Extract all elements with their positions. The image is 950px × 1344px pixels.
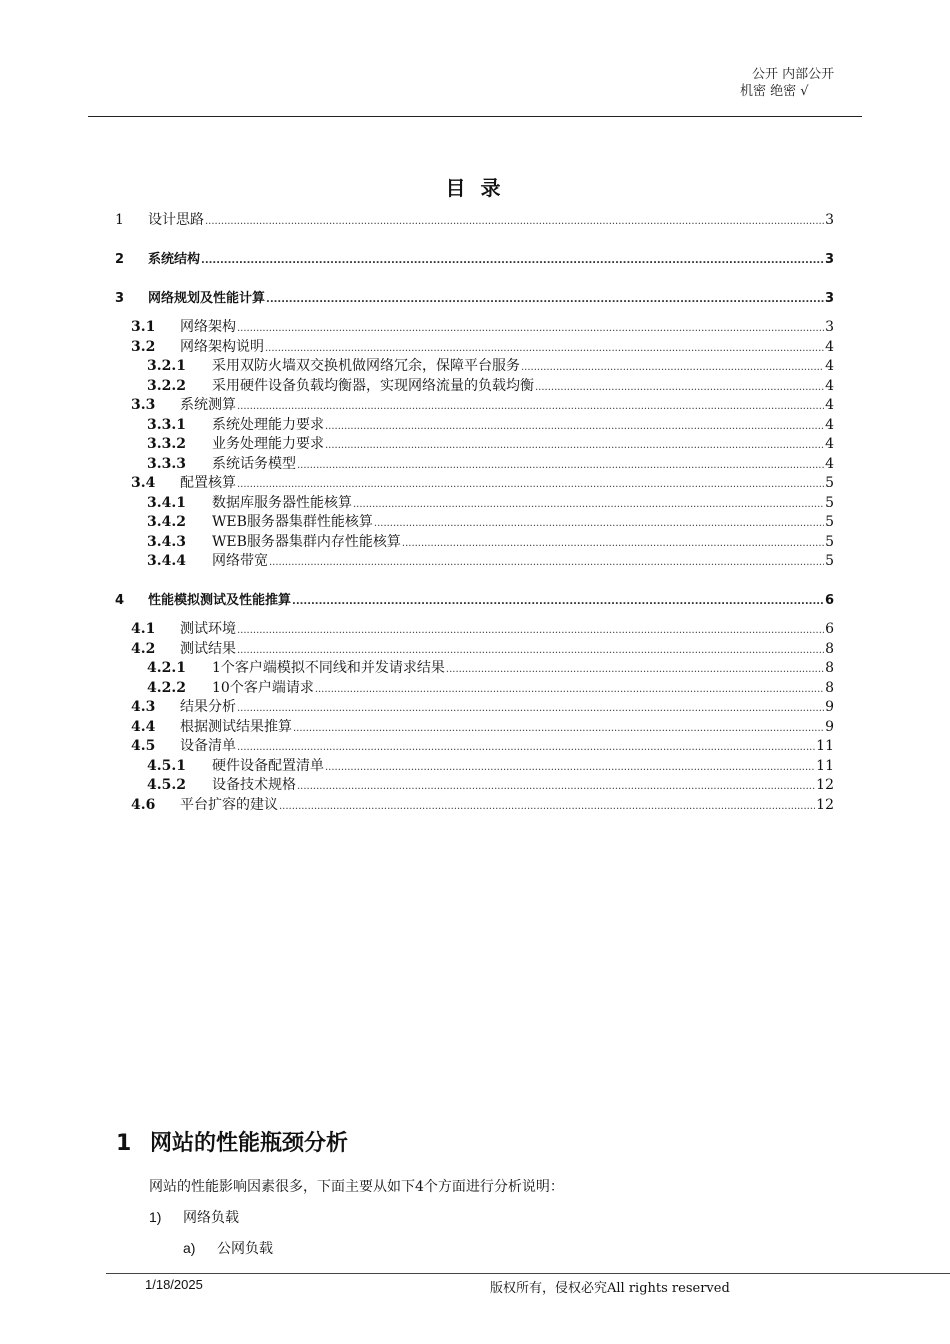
toc-entry-number: 3.3.3 [147, 455, 186, 472]
toc-leader-dots [237, 737, 815, 757]
toc-entry-number: 3.4.3 [147, 533, 186, 550]
toc-leader-dots [315, 679, 824, 699]
toc-entry[interactable] [0, 552, 950, 571]
toc-entry-page: 11 [816, 757, 834, 774]
toc-entry-label: WEB服务器集群性能核算 [212, 514, 373, 530]
toc-entry-page: 4 [825, 397, 834, 413]
toc-entry[interactable] [0, 718, 950, 737]
toc-entry-page: 8 [825, 660, 834, 676]
toc-entry-line [212, 776, 834, 796]
toc-entry-page: 12 [816, 777, 834, 793]
toc-entry-page: 4 [825, 436, 834, 452]
toc-entry[interactable] [0, 533, 950, 552]
sub-list-item [183, 1238, 273, 1258]
toc-entry-number: 4.3 [131, 699, 156, 715]
toc-entry[interactable] [0, 416, 950, 435]
toc-entry-page: 5 [825, 533, 834, 550]
toc-entry[interactable] [0, 620, 950, 639]
toc-entry-page: 4 [825, 358, 834, 374]
toc-entry-line [180, 338, 834, 358]
toc-entry-line [148, 591, 834, 611]
toc-entry-label: 系统结构 [148, 252, 201, 267]
toc-entry-number: 3.4.1 [147, 494, 186, 511]
toc-entry[interactable] [0, 474, 950, 493]
toc-leader-dots [325, 416, 824, 436]
toc-entry[interactable] [0, 289, 950, 308]
toc-entry[interactable] [0, 318, 950, 337]
footer-divider [106, 1273, 950, 1274]
toc-entry-line [180, 640, 834, 660]
toc-entry-label: 系统处理能力要求 [212, 416, 324, 433]
list-item-text: 网络负载 [183, 1210, 239, 1226]
classification-line-2: 机密 绝密 √ [740, 84, 809, 99]
toc-entry-label: 系统测算 [180, 397, 236, 413]
toc-leader-dots [535, 377, 824, 397]
footer-copyright: 版权所有，侵权必究All rights reserved [490, 1281, 730, 1296]
toc-entry[interactable] [0, 377, 950, 396]
toc-entry-number: 4 [115, 593, 125, 608]
toc-entry-page: 4 [825, 416, 834, 433]
toc-entry-line [212, 513, 834, 533]
toc-leader-dots [521, 357, 824, 377]
toc-leader-dots [353, 494, 824, 514]
toc-entry[interactable] [0, 357, 950, 376]
toc-leader-dots [205, 211, 824, 231]
toc-entry-number: 3.3 [131, 397, 156, 413]
toc-leader-dots [293, 718, 824, 738]
toc-entry-number: 2 [115, 252, 125, 267]
toc-entry-page: 8 [825, 679, 834, 696]
toc-entry-line [148, 289, 834, 309]
toc-entry-label: 设备清单 [180, 738, 236, 754]
toc-leader-dots [266, 289, 824, 309]
toc-entry-page: 3 [825, 212, 834, 228]
toc-entry-number: 4.6 [131, 796, 156, 813]
toc-leader-dots [297, 455, 824, 475]
toc-entry-line [180, 318, 834, 338]
toc-entry-label: 网络规划及性能计算 [148, 291, 266, 306]
toc-entry-line [148, 250, 834, 270]
toc-entry-label: 采用硬件设备负载均衡器，实现网络流量的负载均衡 [212, 377, 534, 394]
toc-entry-number: 3.3.2 [147, 436, 186, 452]
toc-entry-page: 9 [825, 699, 834, 715]
toc-entry-label: 配置核算 [180, 475, 236, 491]
list-marker: 1) [149, 1209, 162, 1225]
toc-entry-number: 4.5 [131, 738, 156, 754]
toc-entry-line [180, 396, 834, 416]
toc-entry[interactable] [0, 211, 950, 230]
toc-entry-line [180, 718, 834, 738]
section-heading [116, 1126, 348, 1157]
toc-leader-dots [237, 698, 824, 718]
toc-entry-number: 3.3.1 [147, 416, 186, 433]
toc-entry-line [212, 679, 834, 699]
toc-entry[interactable] [0, 591, 950, 610]
toc-leader-dots [325, 757, 815, 777]
toc-leader-dots [237, 620, 824, 640]
toc-entry[interactable] [0, 396, 950, 415]
toc-entry-line [212, 416, 834, 436]
toc-entry-line [212, 435, 834, 455]
toc-entry-number: 4.5.2 [147, 777, 186, 793]
toc-entry-number: 3 [115, 291, 125, 306]
toc-entry-line [212, 357, 834, 377]
toc-entry-label: 测试结果 [180, 640, 236, 657]
footer-date: 1/18/2025 [145, 1277, 203, 1292]
toc-entry[interactable] [0, 250, 950, 269]
toc-entry-line [148, 211, 834, 231]
toc-leader-dots [325, 435, 824, 455]
toc-entry-line [212, 494, 834, 514]
toc-entry-label: 网络架构 [180, 319, 236, 335]
toc-entry-page: 4 [825, 338, 834, 355]
toc-entry-label: 系统话务模型 [212, 455, 296, 472]
toc-entry-label: 10个客户端请求 [212, 679, 314, 696]
toc-leader-dots [265, 338, 824, 358]
section-title: 网站的性能瓶颈分析 [150, 1131, 349, 1156]
list-item [149, 1207, 239, 1227]
toc-entry-label: 设计思路 [148, 212, 204, 228]
toc-entry-line [180, 698, 834, 718]
toc-entry-page: 5 [825, 553, 834, 569]
toc-leader-dots [201, 250, 824, 270]
toc-entry-line [212, 455, 834, 475]
sub-list-marker: a) [183, 1240, 196, 1256]
security-classification [700, 66, 860, 100]
toc-entry-number: 1 [115, 212, 124, 228]
toc-entry[interactable] [0, 338, 950, 357]
toc-entry-number: 3.4.2 [147, 514, 186, 530]
toc-entry-page: 5 [825, 475, 834, 491]
toc-entry-line [180, 737, 834, 757]
toc-entry-page: 5 [825, 494, 834, 511]
toc-entry-page: 6 [825, 621, 834, 637]
toc-leader-dots [237, 640, 824, 660]
toc-entry[interactable] [0, 737, 950, 756]
toc-title: 目 录 [445, 176, 505, 200]
toc-leader-dots [446, 659, 824, 679]
toc-entry[interactable] [0, 698, 950, 717]
toc-entry-number: 3.4 [131, 475, 156, 491]
toc-entry-label: 设备技术规格 [212, 777, 296, 793]
toc-leader-dots [279, 796, 815, 816]
toc-leader-dots [374, 513, 824, 533]
toc-entry-number: 3.2.1 [147, 358, 186, 374]
toc-entry-page: 3 [824, 291, 834, 306]
toc-entry-label: 1个客户端模拟不同线和并发请求结果 [212, 660, 445, 676]
toc-entry-label: 业务处理能力要求 [212, 436, 324, 452]
toc-entry-line [180, 474, 834, 494]
toc-entry[interactable] [0, 659, 950, 678]
toc-entry-label: 网络架构说明 [180, 338, 264, 355]
toc-leader-dots [269, 552, 824, 572]
toc-entry-page: 3 [825, 319, 834, 335]
toc-entry-label: 数据库服务器性能核算 [212, 494, 352, 511]
toc-entry-label: 网络带宽 [212, 553, 268, 569]
toc-entry-line [212, 659, 834, 679]
toc-entry[interactable] [0, 435, 950, 454]
toc-leader-dots [237, 474, 824, 494]
toc-entry[interactable] [0, 455, 950, 474]
toc-entry-label: 硬件设备配置清单 [212, 757, 324, 774]
toc-entry-page: 6 [824, 593, 834, 608]
intro-paragraph: 网站的性能影响因素很多，下面主要从如下4个方面进行分析说明： [149, 1179, 564, 1195]
toc-entry-page: 3 [824, 252, 834, 267]
toc-entry-number: 4.5.1 [147, 757, 186, 774]
toc-entry[interactable] [0, 640, 950, 659]
toc-entry[interactable] [0, 679, 950, 698]
toc-entry-page: 12 [816, 796, 834, 813]
toc-entry-number: 4.4 [131, 718, 156, 735]
toc-entry[interactable] [0, 776, 950, 795]
classification-line-1: 公开 内部公开 [752, 67, 835, 82]
toc-entry-line [212, 552, 834, 572]
toc-leader-dots [237, 396, 824, 416]
toc-entry-label: 根据测试结果推算 [180, 718, 292, 735]
toc-entry-page: 4 [825, 455, 834, 472]
toc-entry-label: 测试环境 [180, 621, 236, 637]
toc-entry-label: 采用双防火墙双交换机做网络冗余，保障平台服务 [212, 358, 520, 374]
toc-entry-line [212, 533, 834, 553]
toc-leader-dots [297, 776, 815, 796]
toc-entry-number: 4.2.2 [147, 679, 186, 696]
toc-entry-number: 4.1 [131, 621, 156, 637]
toc-entry-label: 性能模拟测试及性能推算 [148, 593, 292, 608]
toc-entry-number: 4.2.1 [147, 660, 186, 676]
toc-entry-number: 3.4.4 [147, 553, 186, 569]
toc-entry-label: WEB服务器集群内存性能核算 [212, 533, 401, 550]
toc-entry[interactable] [0, 494, 950, 513]
toc-entry-number: 4.2 [131, 640, 156, 657]
toc-entry-line [180, 796, 834, 816]
toc-entry-label: 结果分析 [180, 699, 236, 715]
toc-entry-page: 5 [825, 514, 834, 530]
toc-entry[interactable] [0, 513, 950, 532]
toc-leader-dots [237, 318, 824, 338]
toc-entry-page: 9 [825, 718, 834, 735]
toc-entry-page: 8 [825, 640, 834, 657]
toc-entry-page: 4 [825, 377, 834, 394]
header-divider [88, 116, 862, 117]
toc-entry-page: 11 [816, 738, 834, 754]
toc-entry-number: 3.1 [131, 319, 156, 335]
toc-entry-line [212, 377, 834, 397]
toc-entry-number: 3.2 [131, 338, 156, 355]
toc-leader-dots [402, 533, 824, 553]
toc-entry-label: 平台扩容的建议 [180, 796, 278, 813]
toc-entry-number: 3.2.2 [147, 377, 186, 394]
toc-entry[interactable] [0, 757, 950, 776]
toc-leader-dots [292, 591, 824, 611]
section-number: 1 [116, 1131, 132, 1156]
toc-entry[interactable] [0, 796, 950, 815]
toc-entry-line [180, 620, 834, 640]
sub-list-item-text: 公网负载 [217, 1241, 273, 1257]
toc-entry-line [212, 757, 834, 777]
